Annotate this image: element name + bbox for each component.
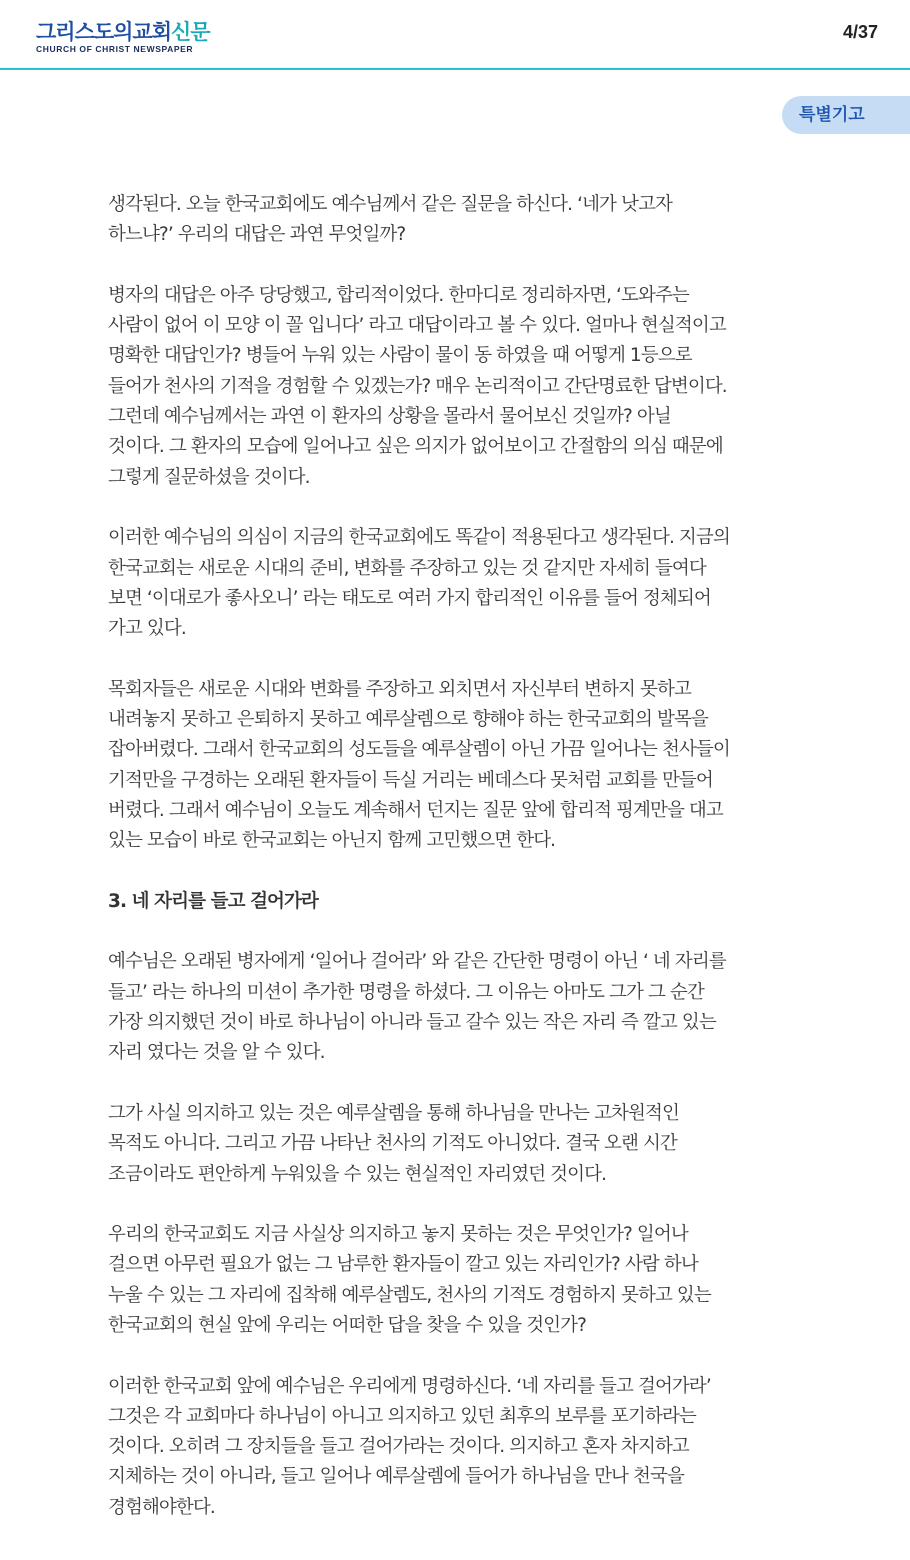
text-line: 명확한 대답인가? 병들어 누워 있는 사람이 물이 동 하였을 때 어떻게 1등으로 [108,345,692,367]
text-line: 한국교회의 현실 앞에 우리는 어떠한 답을 찾을 수 있을 것인가? [108,1314,587,1336]
text-line: 누울 수 있는 그 자리에 집착해 예루살렘도, 천사의 기적도 경험하지 못하고 있는 [108,1284,711,1306]
page-header [0,0,910,70]
text-line: 그것은 각 교회마다 하나님이 아니고 의지하고 있던 최후의 보루를 포기하라는 [108,1405,696,1427]
heading-text: 3. 네 자리를 들고 걸어가라 [108,890,318,912]
text-line: 자리 였다는 것을 알 수 있다. [108,1042,325,1064]
text-line: 보면 ‘이대로가 좋사오니’ 라는 태도로 여러 가지 합리적인 이유를 들어 정체되어 [108,587,711,609]
text-line: 예수님은 오래된 병자에게 ‘일어나 걸어라’ 와 같은 간단한 명령이 아닌 ‘ 네 자리를 [108,951,726,973]
section-tag: 특별기고 [782,96,910,134]
text-line: 지체하는 것이 아니라, 들고 일어나 예루살렘에 들어가 하나님을 만나 천국을 [108,1466,684,1488]
paragraph [108,523,808,644]
text-line: 우리의 한국교회도 지금 사실상 의지하고 놓지 못하는 것은 무엇인가? 일어나 [108,1224,688,1246]
text-line: 경험해야한다. [108,1496,215,1518]
text-line: 사람이 없어 이 모양 이 꼴 입니다’ 라고 대답이라고 볼 수 있다. 얼마나 현실적이고 [108,315,726,337]
paragraph [108,1099,808,1190]
text-line: 그런데 예수님께서는 과연 이 환자의 상황을 몰라서 물어보신 것일까? 아닐 [108,406,671,428]
text-line: 기적만을 구경하는 오래된 환자들이 득실 거리는 베데스다 못처럼 교회를 만들어 [108,769,713,791]
text-line: 이러한 한국교회 앞에 예수님은 우리에게 명령하신다. ‘네 자리를 들고 걸어가라’ [108,1375,711,1397]
text-line: 목회자들은 새로운 시대와 변화를 주장하고 외치면서 자신부터 변하지 못하고 [108,678,691,700]
logo-subtitle: CHURCH OF CHRIST NEWSPAPER [36,44,194,54]
page-number: 4/37 [842,22,878,42]
text-line: 목적도 아니다. 그리고 가끔 나타난 천사의 기적도 아니었다. 결국 오랜 시간 [108,1133,677,1155]
text-line: 들어가 천사의 기적을 경험할 수 있겠는가? 매우 논리적이고 간단명료한 답변이다. [108,375,727,397]
text-line: 것이다. 오히려 그 장치들을 들고 걸어가라는 것이다. 의지하고 혼자 차지하고 [108,1436,689,1458]
text-line: 버렸다. 그래서 예수님이 오늘도 계속해서 던지는 질문 앞에 합리적 핑계만을 대고 [108,799,723,821]
text-line: 그렇게 질문하셨을 것이다. [108,466,310,488]
text-line: 있는 모습이 바로 한국교회는 아닌지 함께 고민했으면 한다. [108,830,556,852]
text-line: 하느냐?’ 우리의 대답은 과연 무엇일까? [108,224,406,246]
text-line: 그가 사실 의지하고 있는 것은 예루살렘을 통해 하나님을 만나는 고차원적인 [108,1102,679,1124]
paragraph [108,675,808,857]
paragraph [108,947,808,1068]
text-line: 병자의 대답은 아주 당당했고, 합리적이었다. 한마디로 정리하자면, ‘도와주는 [108,284,689,306]
text-line: 이러한 예수님의 의심이 지금의 한국교회에도 똑같이 적용된다고 생각된다. 지금의 [108,527,730,549]
text-line: 생각된다. 오늘 한국교회에도 예수님께서 같은 질문을 하신다. ‘네가 낫고자 [108,194,672,215]
text-line: 한국교회는 새로운 시대의 준비, 변화를 주장하고 있는 것 같지만 자세히 들여다 [108,557,706,579]
text-line: 조금이라도 편안하게 누워있을 수 있는 현실적인 자리였던 것이다. [108,1163,607,1185]
text-line: 가장 의지했던 것이 바로 하나님이 아니라 들고 갈수 있는 작은 자리 즉 깔고 있는 [108,1012,716,1034]
text-line: 걸으면 아무런 필요가 없는 그 남루한 환자들이 깔고 있는 자리인가? 사람 하나 [108,1254,698,1276]
paragraph [108,190,808,251]
text-line: 들고’ 라는 하나의 미션이 추가한 명령을 하셨다. 그 이유는 아마도 그가 그 순간 [108,981,704,1003]
text-line: 가고 있다. [108,618,186,640]
text-line: 잡아버렸다. 그래서 한국교회의 성도들을 예루살렘이 아닌 가끔 일어나는 천사들이 [108,739,730,761]
logo-text-accent: 신문 [171,20,210,44]
logo-text-main: 그리스도의교회 [36,20,172,44]
text-line: 것이다. 그 환자의 모습에 일어나고 싶은 의지가 없어보이고 간절함의 의심 때문에 [108,436,723,458]
section-heading [108,887,808,917]
article-body [108,190,808,1553]
newspaper-logo[interactable] [36,20,210,44]
paragraph [108,1372,808,1523]
text-line: 내려놓지 못하고 은퇴하지 못하고 예루살렘으로 향해야 하는 한국교회의 발목을 [108,709,708,731]
paragraph [108,1220,808,1341]
paragraph [108,281,808,493]
